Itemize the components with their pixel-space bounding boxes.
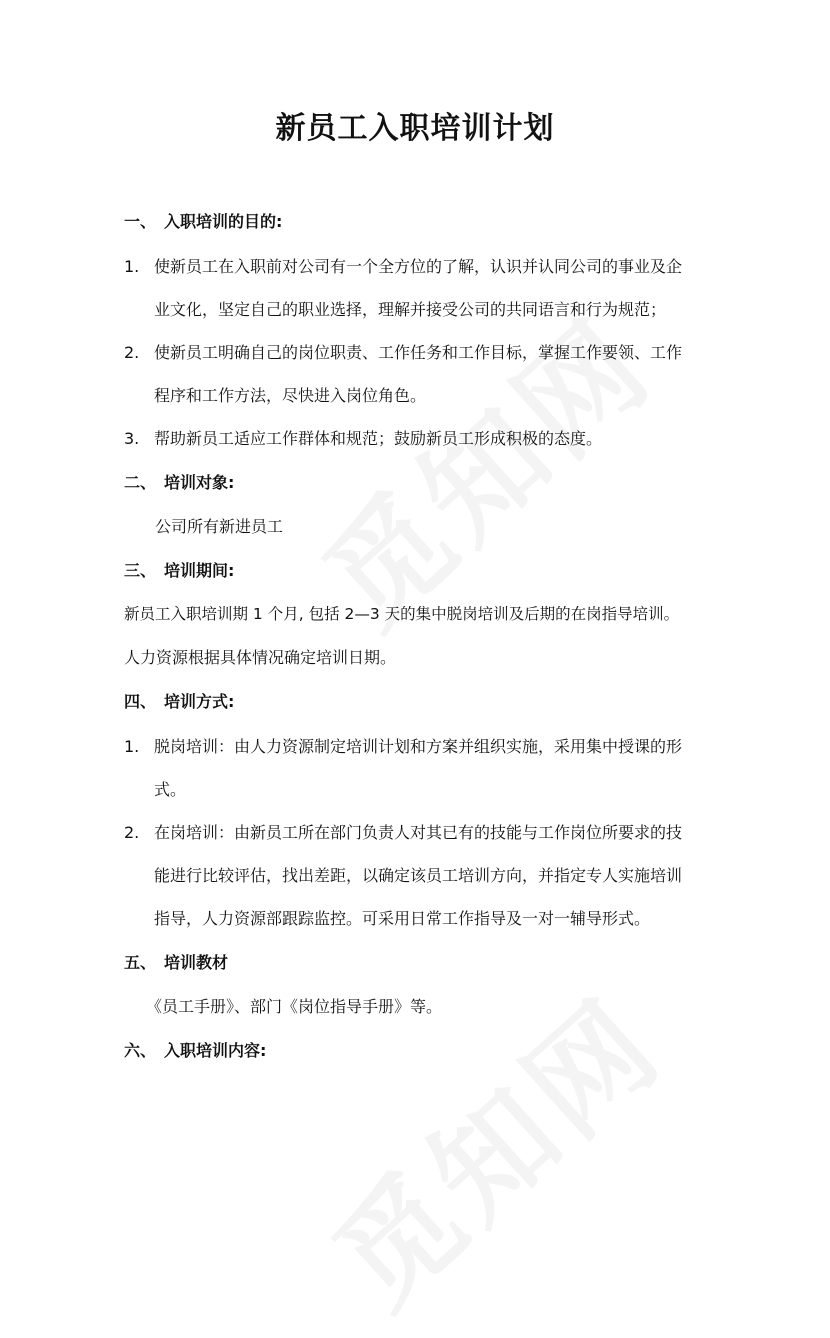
list-item-1-2 [124, 342, 682, 364]
list-item-continuation: 指导，人力资源部跟踪监控。可采用日常工作指导及一对一辅导形式。 [154, 909, 651, 928]
list-item-1-3 [124, 428, 602, 450]
section-title: 培训教材 [164, 953, 229, 972]
list-text: 使新员工在入职前对公司有一个全方位的了解，认识并认同公司的事业及企 [154, 257, 683, 276]
section-heading-4 [124, 691, 234, 713]
list-text: 帮助新员工适应工作群体和规范；鼓励新员工形成积极的态度。 [154, 429, 603, 448]
section-number: 五、 [124, 953, 157, 972]
list-number: 1. [124, 257, 140, 276]
list-item-4-2 [124, 822, 682, 844]
section-text: 人力资源根据具体情况确定培训日期。 [124, 648, 397, 667]
section-number: 四、 [124, 692, 157, 711]
section-title: 培训对象: [164, 473, 235, 492]
list-item-continuation: 程序和工作方法，尽快进入岗位角色。 [154, 386, 427, 405]
section-title: 培训方式: [164, 692, 235, 711]
section-text: 新员工入职培训期 1 个月, 包括 2—3 天的集中脱岗培训及后期的在岗指导培训。 [124, 605, 680, 623]
list-number: 1. [124, 737, 140, 756]
page-title: 新员工入职培训计划 [275, 111, 555, 146]
section-number: 三、 [124, 561, 157, 580]
list-number: 2. [124, 343, 140, 362]
list-text: 脱岗培训：由人力资源制定培训计划和方案并组织实施，采用集中授课的形 [154, 737, 683, 756]
list-item-1-1 [124, 256, 682, 278]
section-number: 六、 [124, 1041, 157, 1060]
list-item-continuation: 式。 [154, 780, 187, 799]
list-number: 3. [124, 429, 140, 448]
section-title: 入职培训内容: [164, 1041, 267, 1060]
section-title: 入职培训的目的: [164, 212, 283, 231]
list-item-4-1 [124, 736, 682, 758]
list-text: 在岗培训：由新员工所在部门负责人对其已有的技能与工作岗位所要求的技 [154, 823, 683, 842]
section-title: 培训期间: [164, 561, 235, 580]
section-number: 二、 [124, 473, 157, 492]
section-text: 《员工手册》、部门《岗位指导手册》等。 [146, 997, 443, 1016]
section-heading-2 [124, 472, 234, 494]
watermark [282, 274, 682, 659]
section-number: 一、 [124, 212, 157, 231]
list-number: 2. [124, 823, 140, 842]
section-heading-6 [124, 1040, 266, 1062]
list-item-continuation: 业文化，坚定自己的职业选择，理解并接受公司的共同语言和行为规范； [154, 300, 667, 319]
section-heading-5 [124, 952, 228, 974]
list-text: 使新员工明确自己的岗位职责、工作任务和工作目标，掌握工作要领、工作 [154, 343, 683, 362]
section-heading-1 [124, 211, 282, 233]
section-heading-3 [124, 560, 234, 582]
section-text: 公司所有新进员工 [155, 517, 284, 536]
list-item-continuation: 能进行比较评估，找出差距，以确定该员工培训方向，并指定专人实施培训 [154, 866, 683, 885]
